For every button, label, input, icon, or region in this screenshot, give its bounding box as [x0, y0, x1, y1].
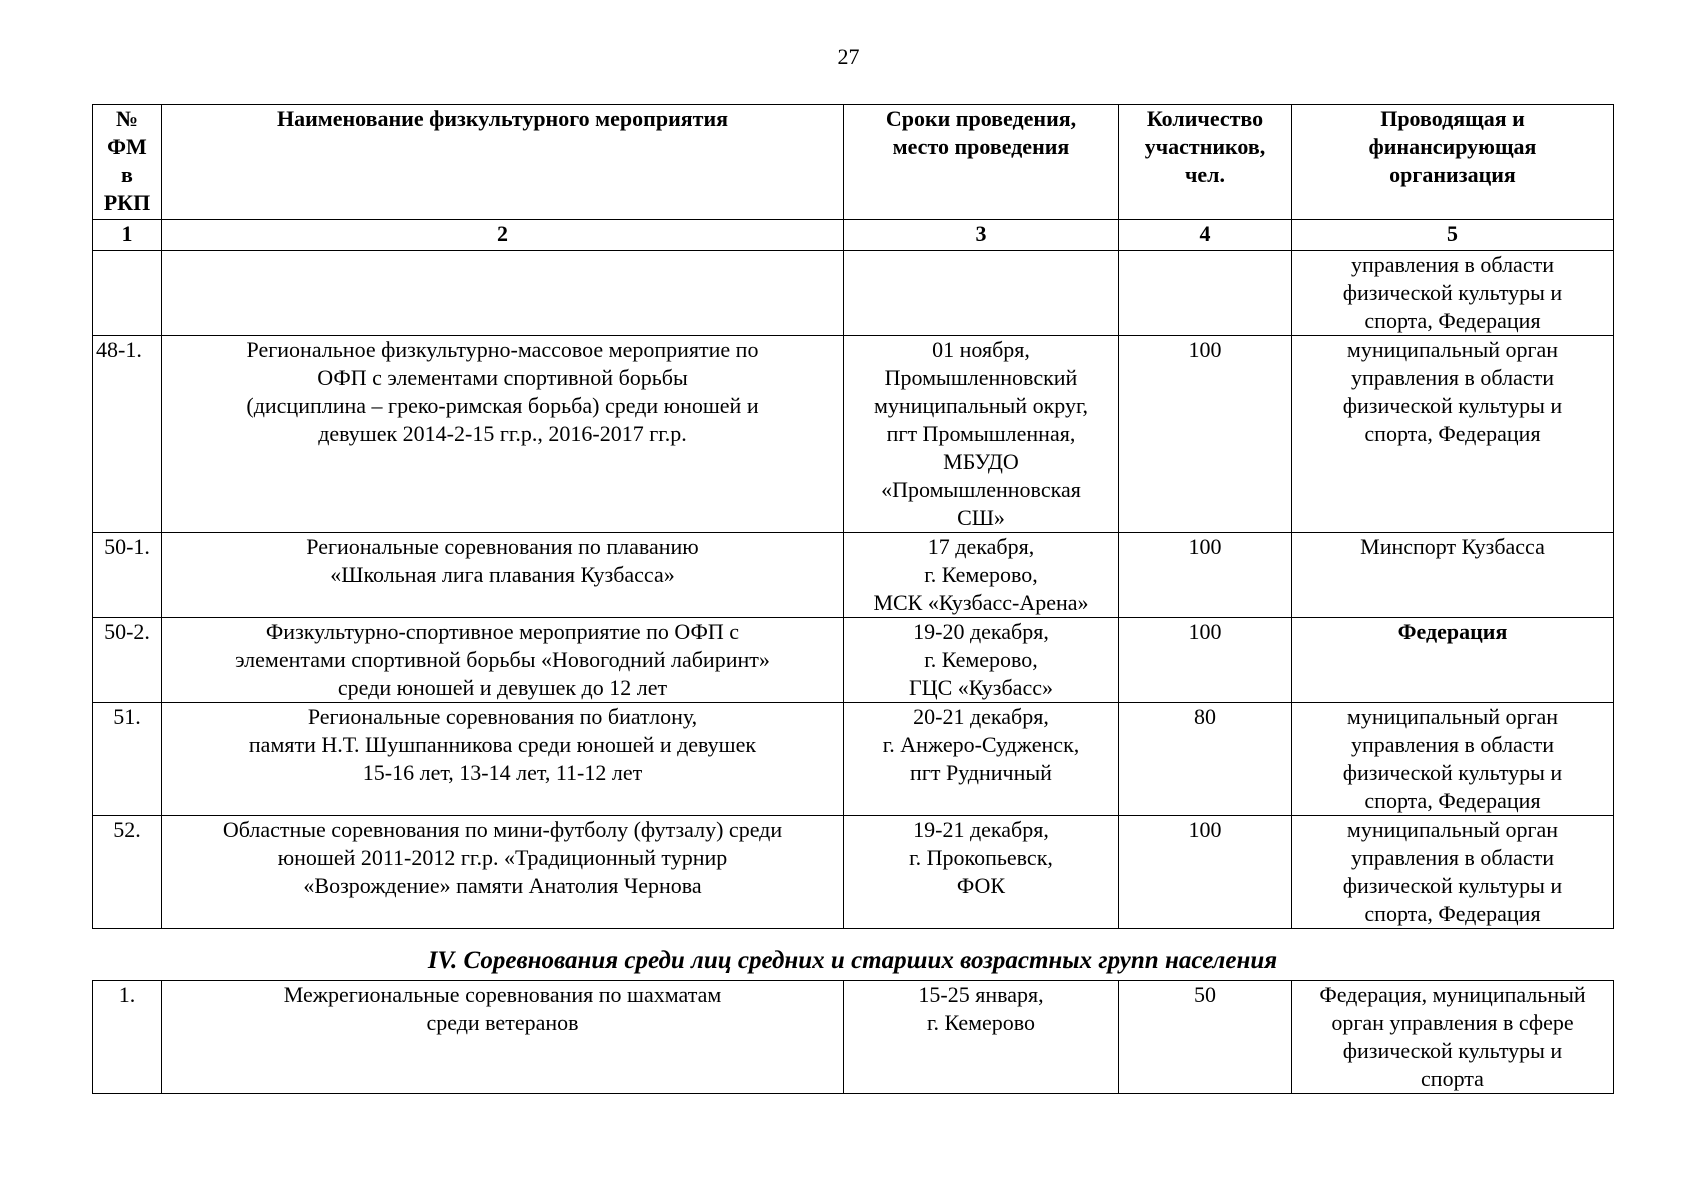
section-heading: IV. Соревнования среди лиц средних и старших возрастных групп населения — [427, 947, 1278, 974]
organizer — [1292, 703, 1614, 816]
event-number: 52. — [93, 816, 162, 929]
text-line: пгт Промышленная, — [886, 421, 1076, 446]
text-line: физической культуры и — [1342, 280, 1563, 305]
event-number: 1. — [93, 981, 162, 1094]
event-name — [162, 816, 844, 929]
text-line: г. Анжеро-Судженск, — [882, 732, 1080, 757]
event-dates-place — [844, 703, 1119, 816]
participant-count: 50 — [1119, 981, 1292, 1094]
event-name — [162, 703, 844, 816]
text-line: элементами спортивной борьбы «Новогодний лабиринт» — [235, 647, 770, 672]
text-line: 17 декабря, — [927, 534, 1035, 559]
table-row — [93, 336, 1614, 533]
text-line: (дисциплина – греко-римская борьба) среди юношей и — [246, 393, 759, 418]
organizer — [1292, 336, 1614, 533]
header-col-number — [93, 105, 162, 220]
text-line: управления в области — [1351, 732, 1554, 757]
text-line: финансирующая — [1368, 134, 1537, 159]
text-line: СШ» — [957, 505, 1005, 530]
text-line: Федерация, муниципальный — [1319, 982, 1586, 1007]
event-number: 51. — [93, 703, 162, 816]
text-line: г. Прокопьевск, — [909, 845, 1053, 870]
table-row — [93, 816, 1614, 929]
table-row — [93, 703, 1614, 816]
text-line: «Промышленновская — [881, 477, 1081, 502]
event-name — [162, 981, 844, 1094]
text-line: физической культуры и — [1342, 873, 1563, 898]
text-line: чел. — [1184, 162, 1225, 187]
text-line: «Возрождение» памяти Анатолия Чернова — [303, 873, 702, 898]
header-col-organization — [1292, 105, 1614, 220]
header-col-name — [162, 105, 844, 220]
text-line: 01 ноября, — [932, 337, 1030, 362]
organizer — [1292, 618, 1614, 703]
text-line: спорта, Федерация — [1364, 788, 1541, 813]
page-number: 27 — [837, 44, 860, 69]
text-line: 20-21 декабря, — [913, 704, 1049, 729]
event-dates-place — [844, 816, 1119, 929]
text-line: управления в области — [1351, 252, 1554, 277]
header-col-count — [1119, 105, 1292, 220]
text-line: в — [121, 162, 133, 187]
text-line: № — [115, 106, 139, 131]
text-line: муниципальный орган — [1346, 337, 1559, 362]
text-line: муниципальный орган — [1346, 817, 1559, 842]
organizer — [1292, 533, 1614, 618]
text-line: девушек 2014-2-15 гг.р., 2016-2017 гг.р. — [318, 421, 687, 446]
column-number: 5 — [1292, 220, 1614, 251]
text-line: г. Кемерово — [926, 1010, 1036, 1035]
text-line: среди юношей и девушек до 12 лет — [337, 675, 668, 700]
participant-count: 100 — [1119, 816, 1292, 929]
participant-count — [1119, 251, 1292, 336]
text-line: место проведения — [892, 134, 1070, 159]
text-line: пгт Рудничный — [910, 760, 1052, 785]
text-line: МСК «Кузбасс-Арена» — [873, 590, 1089, 615]
table-row — [93, 618, 1614, 703]
table-row — [93, 251, 1614, 336]
text-line: Физкультурно-спортивное мероприятие по ОФП с — [265, 619, 740, 644]
text-line: 15-25 января, — [918, 982, 1044, 1007]
event-dates-place — [844, 336, 1119, 533]
text-line: физической культуры и — [1342, 760, 1563, 785]
text-line: среди ветеранов — [426, 1010, 579, 1035]
text-line: организация — [1389, 162, 1516, 187]
table-row — [93, 981, 1614, 1094]
text-line: Региональные соревнования по биатлону, — [307, 704, 698, 729]
text-line: г. Кемерово, — [924, 562, 1038, 587]
table-header-row — [93, 105, 1614, 220]
text-line: памяти Н.Т. Шушпанникова среди юношей и девушек — [248, 732, 757, 757]
events-table — [92, 104, 1614, 929]
text-line: физической культуры и — [1342, 1038, 1563, 1063]
text-line: 15-16 лет, 13-14 лет, 11-12 лет — [362, 760, 643, 785]
event-number: 50-2. — [93, 618, 162, 703]
text-line: 19-20 декабря, — [913, 619, 1049, 644]
text-line: Промышленновский — [884, 365, 1078, 390]
text-line: 19-21 декабря, — [913, 817, 1049, 842]
text-line: Региональные соревнования по плаванию — [306, 534, 699, 559]
text-line: Наименование физкультурного мероприятия — [276, 106, 729, 131]
section-events-table — [92, 980, 1614, 1094]
text-line: спорта, Федерация — [1364, 421, 1541, 446]
table-row — [93, 533, 1614, 618]
text-line: Проводящая и — [1380, 106, 1525, 131]
participant-count: 80 — [1119, 703, 1292, 816]
text-line: ГЦС «Кузбасс» — [909, 675, 1053, 700]
organizer — [1292, 251, 1614, 336]
text-line: ФОК — [956, 873, 1006, 898]
text-line: Областные соревнования по мини-футболу (футзалу) среди — [222, 817, 783, 842]
text-line: Федерация — [1397, 619, 1508, 644]
column-number-row — [93, 220, 1614, 251]
text-line: МБУДО — [943, 449, 1019, 474]
text-line: Региональное физкультурно-массовое мероприятие по — [246, 337, 759, 362]
text-line: РКП — [103, 190, 151, 215]
column-number: 2 — [162, 220, 844, 251]
participant-count: 100 — [1119, 618, 1292, 703]
text-line: спорта, Федерация — [1364, 901, 1541, 926]
text-line: участников, — [1144, 134, 1266, 159]
text-line: спорта, Федерация — [1364, 308, 1541, 333]
header-col-dates — [844, 105, 1119, 220]
text-line: Сроки проведения, — [885, 106, 1077, 131]
text-line: муниципальный округ, — [873, 393, 1089, 418]
event-number — [93, 251, 162, 336]
participant-count: 100 — [1119, 533, 1292, 618]
text-line: ФМ — [107, 134, 147, 159]
column-number: 1 — [93, 220, 162, 251]
text-line: Межрегиональные соревнования по шахматам — [283, 982, 722, 1007]
text-line: ОФП с элементами спортивной борьбы — [317, 365, 688, 390]
text-line: Количество — [1146, 106, 1264, 131]
text-line: Минспорт Кузбасса — [1360, 534, 1545, 559]
event-dates-place — [844, 618, 1119, 703]
organizer — [1292, 981, 1614, 1094]
text-line: спорта — [1421, 1066, 1484, 1091]
event-number: 48-1. — [93, 336, 162, 533]
text-line: физической культуры и — [1342, 393, 1563, 418]
event-dates-place — [844, 251, 1119, 336]
organizer — [1292, 816, 1614, 929]
event-dates-place — [844, 533, 1119, 618]
text-line: управления в области — [1351, 845, 1554, 870]
text-line: г. Кемерово, — [924, 647, 1038, 672]
text-line: «Школьная лига плавания Кузбасса» — [330, 562, 675, 587]
text-line: юношей 2011-2012 гг.р. «Традиционный турнир — [277, 845, 728, 870]
column-number: 4 — [1119, 220, 1292, 251]
text-line: муниципальный орган — [1346, 704, 1559, 729]
event-number: 50-1. — [93, 533, 162, 618]
event-name — [162, 336, 844, 533]
text-line: орган управления в сфере — [1331, 1010, 1574, 1035]
event-name — [162, 533, 844, 618]
column-number: 3 — [844, 220, 1119, 251]
text-line: управления в области — [1351, 365, 1554, 390]
event-name — [162, 251, 844, 336]
event-name — [162, 618, 844, 703]
event-dates-place — [844, 981, 1119, 1094]
participant-count: 100 — [1119, 336, 1292, 533]
